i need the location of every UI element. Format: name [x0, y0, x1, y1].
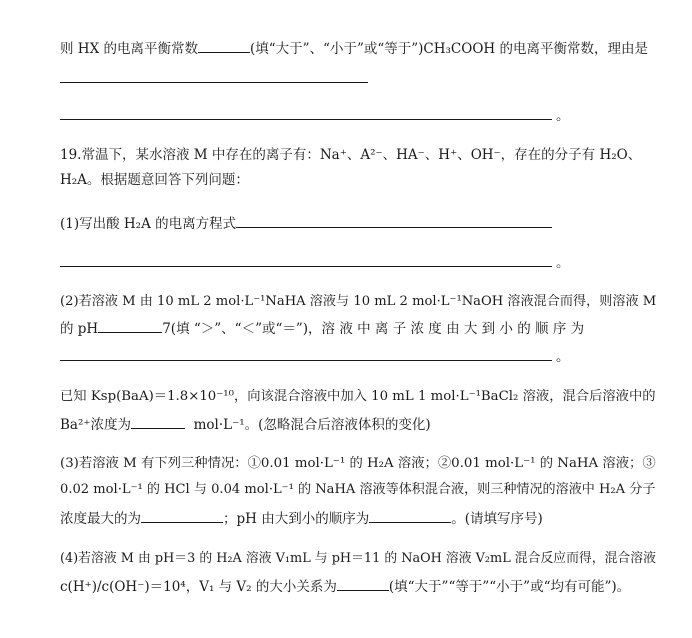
end-period: 。 [556, 108, 570, 124]
q4-text-2a: c(H⁺)/c(OH⁻)＝10⁴，V₁ 与 V₂ 的大小关系为 [60, 579, 337, 595]
q3-text-3b: ；pH 由大到小的顺序为 [223, 511, 370, 527]
q19-text-2: H₂A。根据题意回答下列问题： [60, 172, 249, 188]
ksp-line-1 [60, 388, 656, 406]
line-hx-constant [60, 38, 652, 56]
answer-blank-max-h2a[interactable] [141, 508, 223, 523]
ksp-line-2 [60, 414, 652, 432]
answer-blank-ionization-2[interactable] [60, 266, 552, 267]
q19-text-1: 19.常温下，某水溶液 M 中存在的离子有：Na⁺、A²⁻、HA⁻、H⁺、OH⁻，存在的分子有 H₂O、 [60, 147, 642, 163]
answer-blank-hx-compare[interactable] [198, 38, 250, 53]
q3-line-1 [60, 455, 656, 473]
q3-line-3 [60, 508, 652, 526]
q2-text-1: (2)若溶液 M 由 10 mL 2 mol·L⁻¹NaHA 溶液与 10 mL 2 mol·L⁻¹NaOH 溶液混合而得，则溶液 M [60, 294, 657, 309]
q19-line-1 [60, 146, 652, 164]
answer-blank-ion-order[interactable] [60, 360, 552, 361]
text-hx-constant: 则 HX 的电离平衡常数 [60, 41, 198, 57]
q4-line-1 [60, 550, 656, 568]
answer-blank-ba-conc[interactable] [131, 414, 185, 429]
q4-line-2 [60, 576, 652, 594]
answer-blank-reason-1[interactable] [60, 82, 368, 83]
q3-text-1: (3)若溶液 M 有下列三种情况：①0.01 mol·L⁻¹ 的 H₂A 溶液；②0.01 mol·L⁻¹ 的 NaHA 溶液；③ [60, 456, 656, 471]
q3-text-2: 0.02 mol·L⁻¹ 的 HCl 与 0.04 mol·L⁻¹ 的 NaHA 溶液等体积混合液，则三种情况的溶液中 H₂A 分子 [60, 482, 656, 497]
answer-blank-v-compare[interactable] [337, 576, 389, 591]
text-fill-instruction: (填“大于”、“小于”或“等于”)CH₃COOH 的电离平衡常数，理由是 [249, 41, 648, 57]
q2-line-2 [60, 318, 652, 336]
ksp-text-2b: mol·L⁻¹。(忽略混合后溶液体积的变化) [193, 417, 431, 433]
answer-blank-ph[interactable] [98, 318, 162, 333]
ksp-text-2a: Ba²⁺浓度为 [60, 417, 132, 433]
q2-line-1 [60, 293, 657, 311]
q1-line [60, 213, 652, 231]
q4-text-2b: (填“大于”“等于”“小于”或“均有可能”)。 [388, 579, 631, 595]
q2-text-2a: 的 pH [60, 321, 99, 337]
q19-line-2 [60, 171, 652, 189]
q1-text: (1)写出酸 H₂A 的电离方程式 [60, 216, 237, 232]
answer-blank-ph-order[interactable] [369, 508, 451, 523]
q4-text-1: (4)若溶液 M 由 pH＝3 的 H₂A 溶液 V₁mL 与 pH＝11 的 NaOH 溶液 V₂mL 混合反应而得，混合溶液 [60, 551, 656, 566]
answer-blank-ionization-1[interactable] [236, 213, 552, 228]
ksp-text-1: 已知 Ksp(BaA)＝1.8×10⁻¹⁰，向该混合溶液中加入 10 mL 1 mol·L⁻¹BaCl₂ 溶液，混合后溶液中的 [60, 389, 656, 404]
q3-text-3c: 。(请填写序号) [451, 511, 543, 527]
q3-line-2 [60, 481, 656, 499]
q2-text-2b: 7(填 “＞”、“＜”或“＝”)，溶 液 中 离 子 浓 度 由 大 到 小 的 顺 序 为 [162, 321, 585, 337]
q3-text-3a: 浓度最大的为 [60, 511, 141, 527]
end-period: 。 [556, 255, 570, 271]
answer-blank-reason-2[interactable] [60, 119, 552, 120]
end-period: 。 [556, 349, 570, 365]
